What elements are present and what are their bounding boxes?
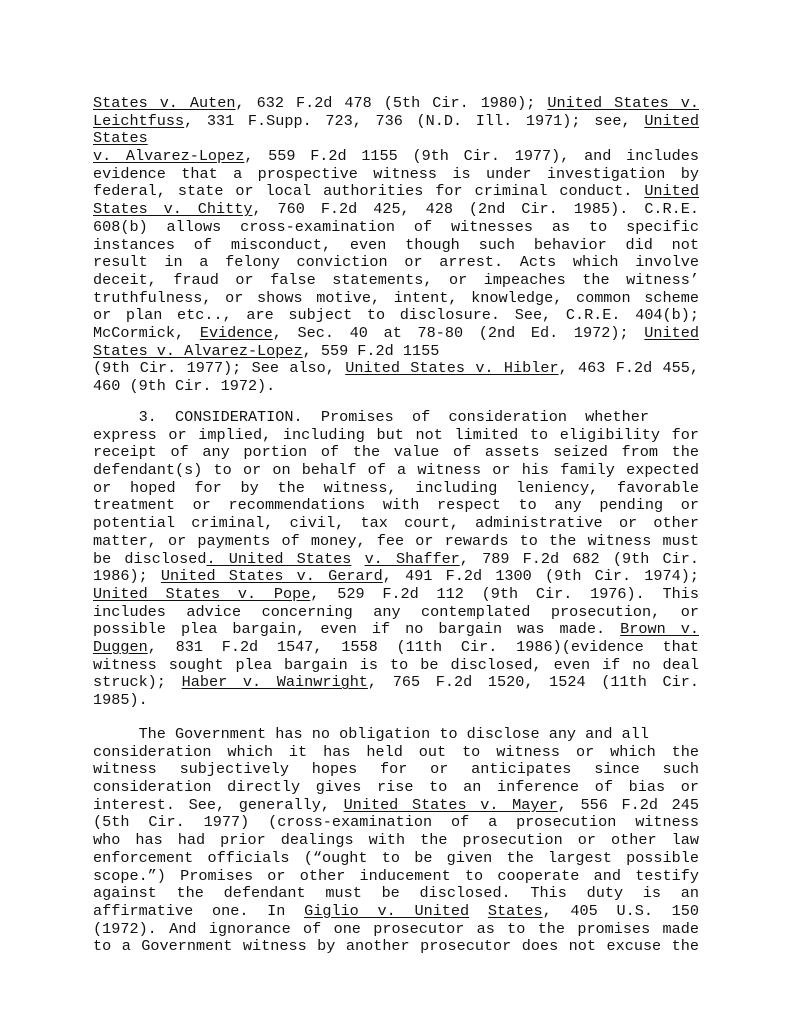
text-run	[469, 902, 488, 920]
text-line	[93, 325, 699, 343]
case-citation: Haber v. Wainwright	[181, 673, 368, 692]
text-run: , 463 F.2d 455,	[558, 359, 699, 378]
text-line	[93, 95, 699, 113]
text-run: , 789 F.2d 682 (9th Cir.	[459, 549, 699, 568]
text-run: The Government has no obligation to disclose any and all	[93, 725, 649, 743]
text-line	[93, 378, 699, 396]
text-line	[93, 290, 699, 308]
text-line	[93, 814, 699, 832]
case-citation: United	[644, 182, 699, 201]
text-run: or plan etc.., are subject to disclosure. See, C.R.E. 404(b);	[93, 306, 699, 325]
text-line	[93, 868, 699, 886]
text-run: be disclosed	[93, 549, 207, 568]
case-citation: Duggen	[93, 637, 148, 656]
text-run: result in a felony conviction or arrest. Acts which involve	[93, 253, 699, 272]
text-run: witness sought plea bargain is to be disclosed, even if no deal	[93, 655, 699, 674]
paragraph-impeachment-evidence	[93, 95, 699, 396]
text-run: (1972). And ignorance of one prosecutor as to the promises made	[93, 919, 699, 938]
text-run: consideration directly gives rise to an inference of bias or	[93, 778, 699, 797]
paragraph-consideration	[93, 409, 699, 710]
case-citation: United	[644, 111, 699, 130]
text-line	[93, 551, 699, 569]
text-line	[93, 307, 699, 325]
text-run: 608(b) allows cross-examination of witnesses as to specific	[93, 217, 699, 236]
text-run: (5th Cir. 1977) (cross-examination of a prosecution witness	[93, 813, 699, 832]
text-line	[93, 726, 699, 744]
text-line	[93, 938, 699, 956]
text-run: , 632 F.2d 478 (5th Cir. 1980);	[235, 94, 548, 112]
text-line	[93, 480, 699, 498]
text-line	[93, 427, 699, 445]
text-run: evidence that a prospective witness is under investigation by	[93, 164, 699, 183]
text-line	[93, 113, 699, 131]
case-citation: United States v.	[547, 94, 699, 112]
text-line	[93, 779, 699, 797]
text-line	[93, 850, 699, 868]
text-run: possible plea bargain, even if no bargain was made.	[93, 620, 621, 639]
text-run: , 529 F.2d 112 (9th Cir. 1976). This	[310, 584, 699, 603]
case-citation: v. Alvarez-Lopez	[93, 147, 245, 166]
text-line	[93, 657, 699, 675]
text-run: affirmative one. In	[93, 901, 305, 920]
text-line	[93, 903, 699, 921]
text-line	[93, 797, 699, 815]
text-run: potential criminal, civil, tax court, administrative or other	[93, 514, 699, 533]
text-run: defendant(s) to or on behalf of a witness or his family expected	[93, 461, 699, 480]
text-line	[93, 409, 699, 427]
text-run: , Sec. 40 at 78-80 (2nd Ed. 1972);	[272, 323, 645, 342]
text-run: to a Government witness by another prosecutor does not excuse the	[93, 937, 699, 956]
text-run: treatment or recommendations with respect to any pending or	[93, 496, 699, 515]
text-line	[93, 621, 699, 639]
text-line	[93, 497, 699, 515]
text-line	[93, 515, 699, 533]
case-citation: Giglio v. United	[304, 901, 470, 920]
case-citation: United	[644, 323, 699, 342]
text-line	[93, 744, 699, 762]
text-line	[93, 148, 699, 166]
text-run: federal, state or local authorities for criminal conduct.	[93, 182, 645, 201]
text-run: , 559 F.2d 1155 (9th Cir. 1977), and includes	[244, 147, 699, 166]
text-run: who has had prior dealings with the prosecution or other law	[93, 831, 699, 850]
text-line	[93, 761, 699, 779]
text-line	[93, 568, 699, 586]
text-line	[93, 444, 699, 462]
text-line	[93, 219, 699, 237]
text-line	[93, 360, 699, 378]
text-run: receipt of any portion of the value of assets seized from the	[93, 443, 699, 462]
text-line	[93, 639, 699, 657]
case-citation: . United States	[206, 549, 352, 568]
text-line	[93, 674, 699, 692]
text-line	[93, 533, 699, 551]
case-citation: States	[93, 129, 148, 148]
text-line	[93, 166, 699, 184]
case-citation: United States v. Gerard	[160, 567, 383, 586]
text-run: 1986);	[93, 567, 161, 586]
case-citation: States	[487, 901, 543, 920]
text-run: scope.”) Promises or other inducement to cooperate and testify	[93, 866, 699, 885]
text-run: struck);	[93, 673, 182, 692]
text-run	[351, 550, 364, 568]
text-line	[93, 604, 699, 622]
case-citation: States v. Auten	[93, 94, 236, 112]
text-run: (9th Cir. 1977); See also,	[93, 359, 346, 378]
text-line	[93, 237, 699, 255]
case-citation: United States v. Hibler	[345, 359, 559, 378]
text-run: 460 (9th Cir. 1972).	[93, 377, 276, 395]
case-citation: Evidence	[199, 323, 273, 342]
text-run: , 831 F.2d 1547, 1558 (11th Cir. 1986)(evidence that	[147, 637, 699, 656]
text-run: express or implied, including but not limited to eligibility for	[93, 425, 699, 444]
text-run: consideration which it has held out to witness or which the	[93, 742, 699, 761]
text-run: enforcement officials (“ought to be given the largest possible	[93, 848, 699, 867]
text-run: truthfulness, or shows motive, intent, knowledge, common scheme	[93, 288, 699, 307]
text-line	[93, 272, 699, 290]
text-run: against the defendant must be disclosed. This duty is an	[93, 884, 699, 903]
text-run: , 559 F.2d 1155	[302, 341, 440, 360]
text-run: , 405 U.S. 150	[542, 901, 699, 920]
text-line	[93, 343, 699, 361]
text-run: deceit, fraud or false statements, or impeaches the witness’	[93, 270, 699, 289]
case-citation: v. Shaffer	[364, 549, 460, 568]
text-line	[93, 130, 699, 148]
text-line	[93, 692, 699, 710]
text-line	[93, 254, 699, 272]
text-run: interest. See, generally,	[93, 795, 344, 814]
text-line	[93, 921, 699, 939]
case-citation: Leichtfuss	[93, 111, 185, 130]
text-line	[93, 183, 699, 201]
text-run: , 491 F.2d 1300 (9th Cir. 1974);	[382, 567, 699, 586]
case-citation: United States v. Pope	[93, 584, 311, 603]
text-run: , 765 F.2d 1520, 1524 (11th Cir.	[367, 673, 699, 692]
paragraph-government-obligation	[93, 726, 699, 956]
text-line	[93, 462, 699, 480]
case-citation: United States v. Mayer	[343, 795, 558, 814]
text-run: , 760 F.2d 425, 428 (2nd Cir. 1985). C.R.E.	[252, 200, 699, 219]
text-run: includes advice concerning any contemplated prosecution, or	[93, 602, 699, 621]
text-run: , 331 F.Supp. 723, 736 (N.D. Ill. 1971); see,	[184, 111, 645, 130]
text-run: McCormick,	[93, 323, 200, 342]
text-run: instances of misconduct, even though such behavior did not	[93, 235, 699, 254]
text-run: matter, or payments of money, fee or rewards to the witness must	[93, 531, 699, 550]
text-run: , 556 F.2d 245	[557, 795, 699, 814]
text-run: witness subjectively hopes for or anticipates since such	[93, 760, 699, 779]
case-citation: States v. Alvarez-Lopez	[93, 341, 303, 360]
text-line	[93, 832, 699, 850]
case-citation: Brown v.	[620, 620, 699, 639]
text-run: 1985).	[93, 691, 148, 709]
text-run: or hoped for by the witness, including leniency, favorable	[93, 478, 699, 497]
text-line	[93, 586, 699, 604]
text-run: 3. CONSIDERATION. Promises of consideration whether	[93, 408, 649, 426]
text-line	[93, 885, 699, 903]
case-citation: States v. Chitty	[93, 200, 253, 219]
text-line	[93, 201, 699, 219]
